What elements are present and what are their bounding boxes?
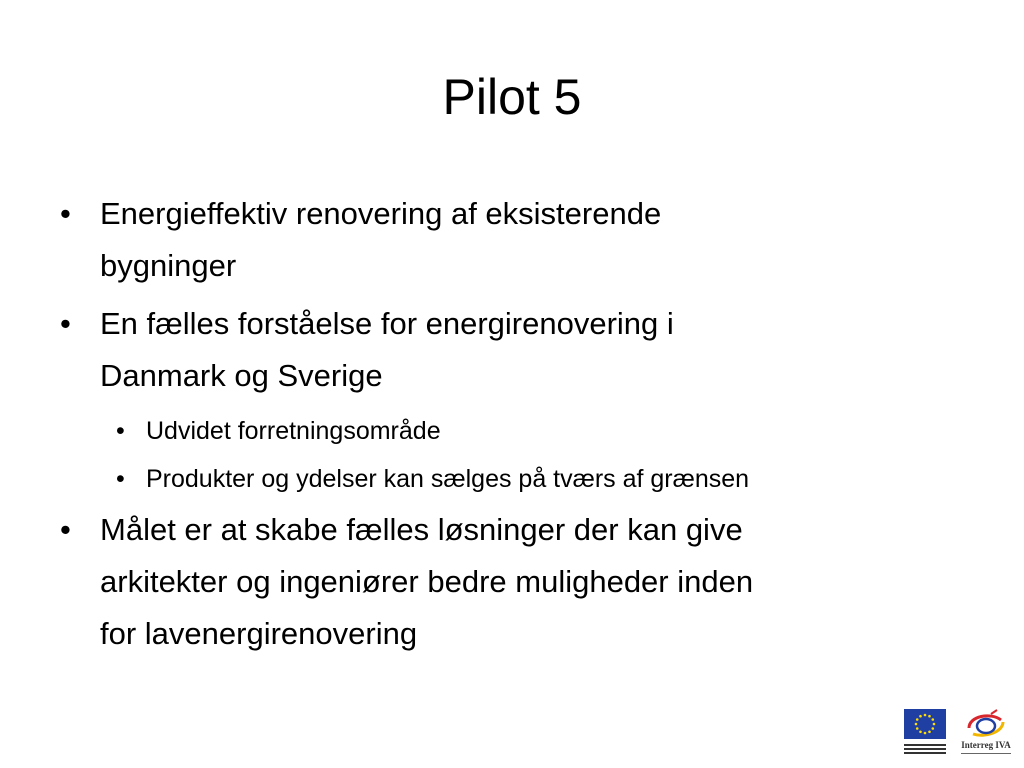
bullet-item [56,298,966,498]
bullet-text-line: En fælles forståelse for energirenovering i [100,306,674,341]
sub-bullet-text: Produkter og ydelser kan sælges på tværs af grænsen [146,465,750,493]
bullet-item [56,504,966,660]
sub-bullet-item [112,460,966,498]
bullet-dot: • [60,196,71,231]
bullet-text-line: Danmark og Sverige [100,358,383,393]
interreg-label: Interreg IVA [961,740,1011,750]
bullet-dot: • [60,306,71,341]
interreg-rule [961,753,1011,754]
eu-caption [902,742,948,754]
interreg-swirl-icon [961,708,1011,740]
bullet-text-line: bygninger [100,248,237,283]
bullet-text-line: for lavenergirenovering [100,616,418,651]
sub-bullet-dot: • [116,465,125,493]
bullet-list [56,188,966,666]
interreg-logo [958,708,1014,754]
sub-bullet-item [112,412,966,450]
bullet-text-line: Målet er at skabe fælles løsninger der kan give [100,512,743,547]
bullet-dot: • [60,512,71,547]
eu-logo [902,709,948,754]
bullet-text-line: arkitekter og ingeniører bedre muligheder inden [100,564,754,599]
sub-bullet-text: Udvidet forretningsområde [146,417,441,445]
sub-bullet-list [100,412,966,498]
slide-title: Pilot 5 [442,69,582,125]
eu-flag-icon [904,709,946,739]
bullet-item [56,188,966,292]
sub-bullet-dot: • [116,417,125,445]
bullet-text-line: Energieffektiv renovering af eksisterende [100,196,662,231]
sponsor-logos [902,708,1014,754]
